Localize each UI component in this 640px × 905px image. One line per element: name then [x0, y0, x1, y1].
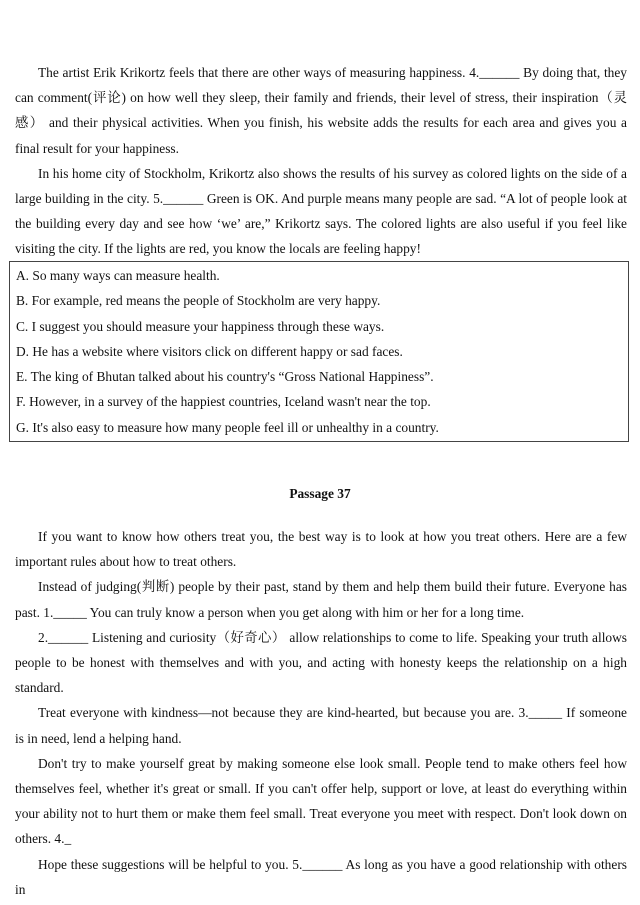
paragraph-happiness-measuring: The artist Erik Krikortz feels that there are other ways of measuring happiness. 4.______ By doing that, they can comment(评论) on how well they sleep, their family and friends, their level of stress, their inspiration（灵感） and their physical activities. When you finish, his website adds the results for each area and gives you a final result for your happiness. [15, 65, 627, 156]
option-e: E. The king of Bhutan talked about his country's “Gross National Happiness”. [16, 369, 434, 385]
option-g: G. It's also easy to measure how many people feel ill or unhealthy in a country. [16, 419, 439, 435]
option-c: C. I suggest you should measure your happiness through these ways. [16, 318, 385, 334]
paragraph-conclusion: Hope these suggestions will be helpful to you. 5.______ As long as you have a good relationship with others in [15, 856, 627, 897]
option-f: F. However, in a survey of the happiest countries, Iceland wasn't near the top. [16, 394, 431, 410]
paragraph-intro: If you want to know how others treat you, the best way is to look at how you treat others. Here are a few important rules about how to treat others. [15, 529, 627, 570]
paragraph-kindness: Treat everyone with kindness—not because they are kind-hearted, but because you are. 3._____ If someone is in need, lend a helping hand. [15, 705, 627, 746]
option-b: B. For example, red means the people of Stockholm are very happy. [16, 293, 381, 309]
option-d: D. He has a website where visitors click on different happy or sad faces. [16, 343, 403, 359]
options-box [9, 261, 629, 442]
passage-37-body [15, 524, 627, 902]
paragraph-respect: Don't try to make yourself great by making someone else look small. People tend to make others feel how themselves feel, whether it's great or small. If you can't offer help, support or love, at least do everything within your ability not to hurt them or make them feel small. Treat everyone you meet with respect. Don't look down on others. 4._ [15, 755, 627, 847]
paragraph-judging: Instead of judging(判断) people by their past, stand by them and help them build their future. Everyone has past. 1._____ You can truly know a person when you get along with him or her for a long time. [15, 579, 627, 620]
passage-title: Passage 37 [289, 486, 351, 501]
paragraph-stockholm-lights: In his home city of Stockholm, Krikortz also shows the results of his survey as colored lights on the side of a large building in the city. 5.______ Green is OK. And purple means many people are sad. “A lot of people look at the building every day and see how ‘we’ are,” Krikortz says. The colored lights are also useful if you feel like visiting the city. If the lights are red, you know the locals are feeling happy! [15, 165, 627, 257]
paragraph-listening: 2.______ Listening and curiosity（好奇心） allow relationships to come to life. Speaking your truth allows people to be honest with themselves and with you, and acting with honesty keeps the relationship on a high standard. [15, 629, 627, 696]
passage-top [15, 60, 627, 262]
option-a: A. So many ways can measure health. [16, 268, 220, 283]
